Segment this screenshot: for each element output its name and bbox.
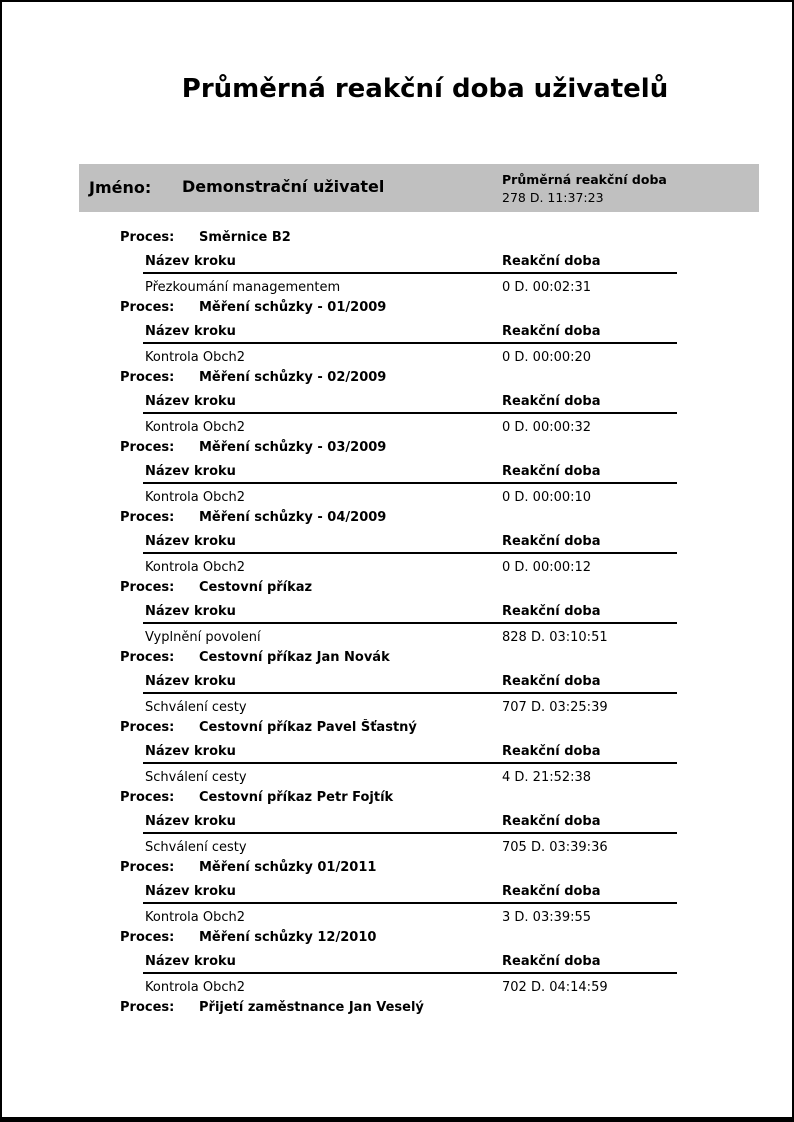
- step-name-cell: Kontrola Obch2: [145, 420, 246, 435]
- step-table-header: [143, 954, 677, 974]
- process-label: Proces:: [120, 300, 175, 315]
- process-section: [2, 789, 792, 859]
- process-row: [2, 789, 792, 807]
- avg-reaction-block: [502, 171, 667, 207]
- process-section: [2, 719, 792, 789]
- step-table-header: [143, 324, 677, 344]
- process-section: [2, 229, 792, 299]
- step-row: [143, 554, 677, 576]
- step-table-header: [143, 534, 677, 554]
- process-name: Měření schůzky - 04/2009: [199, 510, 387, 525]
- process-label: Proces:: [120, 230, 175, 245]
- process-section: [2, 649, 792, 719]
- step-row: [143, 344, 677, 366]
- process-name: Měření schůzky 12/2010: [199, 930, 377, 945]
- step-name-column-header: Název kroku: [145, 674, 236, 689]
- process-label: Proces:: [120, 510, 175, 525]
- reaction-time-cell: 707 D. 03:25:39: [502, 700, 608, 715]
- step-row: [143, 414, 677, 436]
- process-label: Proces:: [120, 790, 175, 805]
- step-table-header: [143, 394, 677, 414]
- reaction-time-column-header: Reakční doba: [502, 534, 601, 549]
- step-row: [143, 624, 677, 646]
- process-name: Cestovní příkaz Petr Fojtík: [199, 790, 394, 805]
- step-name-cell: Kontrola Obch2: [145, 910, 246, 925]
- step-name-cell: Kontrola Obch2: [145, 560, 246, 575]
- process-row: [2, 369, 792, 387]
- step-table: [2, 464, 792, 506]
- step-table: [2, 254, 792, 296]
- process-row: [2, 299, 792, 317]
- process-label: Proces:: [120, 650, 175, 665]
- process-sections: [2, 229, 792, 1069]
- process-section: [2, 999, 792, 1069]
- step-table: [2, 324, 792, 366]
- step-name-cell: Kontrola Obch2: [145, 490, 246, 505]
- process-name: Směrnice B2: [199, 230, 291, 245]
- process-row: [2, 999, 792, 1017]
- process-row: [2, 929, 792, 947]
- step-table: [2, 744, 792, 786]
- process-row: [2, 859, 792, 877]
- reaction-time-cell: 3 D. 03:39:55: [502, 910, 592, 925]
- step-table-header: [143, 254, 677, 274]
- reaction-time-column-header: Reakční doba: [502, 324, 601, 339]
- step-row: [143, 974, 677, 996]
- process-name: Měření schůzky - 02/2009: [199, 370, 387, 385]
- avg-reaction-value: 278 D. 11:37:23: [502, 190, 604, 205]
- process-name: Cestovní příkaz: [199, 580, 313, 595]
- reaction-time-column-header: Reakční doba: [502, 744, 601, 759]
- process-section: [2, 859, 792, 929]
- process-row: [2, 439, 792, 457]
- reaction-time-cell: 0 D. 00:00:12: [502, 560, 592, 575]
- name-label: Jméno:: [89, 178, 152, 197]
- process-row: [2, 579, 792, 597]
- step-table-header: [143, 464, 677, 484]
- process-row: [2, 719, 792, 737]
- reaction-time-cell: 0 D. 00:02:31: [502, 280, 592, 295]
- process-label: Proces:: [120, 930, 175, 945]
- process-label: Proces:: [120, 440, 175, 455]
- process-name: Měření schůzky - 01/2009: [199, 300, 387, 315]
- step-table-header: [143, 744, 677, 764]
- process-label: Proces:: [120, 860, 175, 875]
- step-table-header: [143, 604, 677, 624]
- step-row: [143, 274, 677, 296]
- process-row: [2, 649, 792, 667]
- user-header-bar: [79, 164, 759, 212]
- step-table: [2, 884, 792, 926]
- step-row: [143, 694, 677, 716]
- process-name: Přijetí zaměstnance Jan Veselý: [199, 1000, 424, 1015]
- reaction-time-column-header: Reakční doba: [502, 814, 601, 829]
- step-table: [2, 394, 792, 436]
- step-name-column-header: Název kroku: [145, 324, 236, 339]
- reaction-time-column-header: Reakční doba: [502, 394, 601, 409]
- name-value: Demonstrační uživatel: [182, 177, 385, 196]
- process-name: Cestovní příkaz Jan Novák: [199, 650, 390, 665]
- process-name: Cestovní příkaz Pavel Šťastný: [199, 720, 417, 735]
- reaction-time-column-header: Reakční doba: [502, 464, 601, 479]
- step-name-column-header: Název kroku: [145, 954, 236, 969]
- report-title: Průměrná reakční doba uživatelů: [181, 74, 669, 104]
- step-name-column-header: Název kroku: [145, 464, 236, 479]
- step-table: [2, 814, 792, 856]
- step-name-column-header: Název kroku: [145, 744, 236, 759]
- process-name: Měření schůzky 01/2011: [199, 860, 377, 875]
- reaction-time-cell: 4 D. 21:52:38: [502, 770, 592, 785]
- reaction-time-column-header: Reakční doba: [502, 254, 601, 269]
- process-row: [2, 229, 792, 247]
- reaction-time-cell: 828 D. 03:10:51: [502, 630, 608, 645]
- process-section: [2, 299, 792, 369]
- step-table-header: [143, 884, 677, 904]
- step-row: [143, 834, 677, 856]
- reaction-time-cell: 705 D. 03:39:36: [502, 840, 608, 855]
- process-section: [2, 929, 792, 999]
- reaction-time-cell: 0 D. 00:00:32: [502, 420, 592, 435]
- process-section: [2, 579, 792, 649]
- step-name-column-header: Název kroku: [145, 534, 236, 549]
- process-section: [2, 439, 792, 509]
- step-name-cell: Vyplnění povolení: [145, 630, 261, 645]
- step-name-column-header: Název kroku: [145, 254, 236, 269]
- process-name: Měření schůzky - 03/2009: [199, 440, 387, 455]
- step-name-column-header: Název kroku: [145, 814, 236, 829]
- step-name-cell: Kontrola Obch2: [145, 350, 246, 365]
- step-name-cell: Kontrola Obch2: [145, 980, 246, 995]
- process-section: [2, 369, 792, 439]
- step-name-cell: Schválení cesty: [145, 840, 247, 855]
- step-name-cell: Schválení cesty: [145, 770, 247, 785]
- reaction-time-column-header: Reakční doba: [502, 884, 601, 899]
- process-label: Proces:: [120, 720, 175, 735]
- step-table: [2, 674, 792, 716]
- step-row: [143, 904, 677, 926]
- process-label: Proces:: [120, 580, 175, 595]
- step-row: [143, 484, 677, 506]
- reaction-time-cell: 0 D. 00:00:10: [502, 490, 592, 505]
- step-table: [2, 534, 792, 576]
- step-name-cell: Přezkoumání managementem: [145, 280, 341, 295]
- step-row: [143, 764, 677, 786]
- process-label: Proces:: [120, 1000, 175, 1015]
- step-name-column-header: Název kroku: [145, 604, 236, 619]
- process-section: [2, 509, 792, 579]
- process-row: [2, 509, 792, 527]
- step-table: [2, 604, 792, 646]
- reaction-time-column-header: Reakční doba: [502, 604, 601, 619]
- avg-reaction-label: Průměrná reakční doba: [502, 172, 667, 187]
- step-name-column-header: Název kroku: [145, 884, 236, 899]
- step-table-header: [143, 674, 677, 694]
- reaction-time-cell: 0 D. 00:00:20: [502, 350, 592, 365]
- step-table-header: [143, 814, 677, 834]
- reaction-time-cell: 702 D. 04:14:59: [502, 980, 608, 995]
- step-name-cell: Schválení cesty: [145, 700, 247, 715]
- step-name-column-header: Název kroku: [145, 394, 236, 409]
- reaction-time-column-header: Reakční doba: [502, 954, 601, 969]
- process-label: Proces:: [120, 370, 175, 385]
- step-table: [2, 954, 792, 996]
- reaction-time-column-header: Reakční doba: [502, 674, 601, 689]
